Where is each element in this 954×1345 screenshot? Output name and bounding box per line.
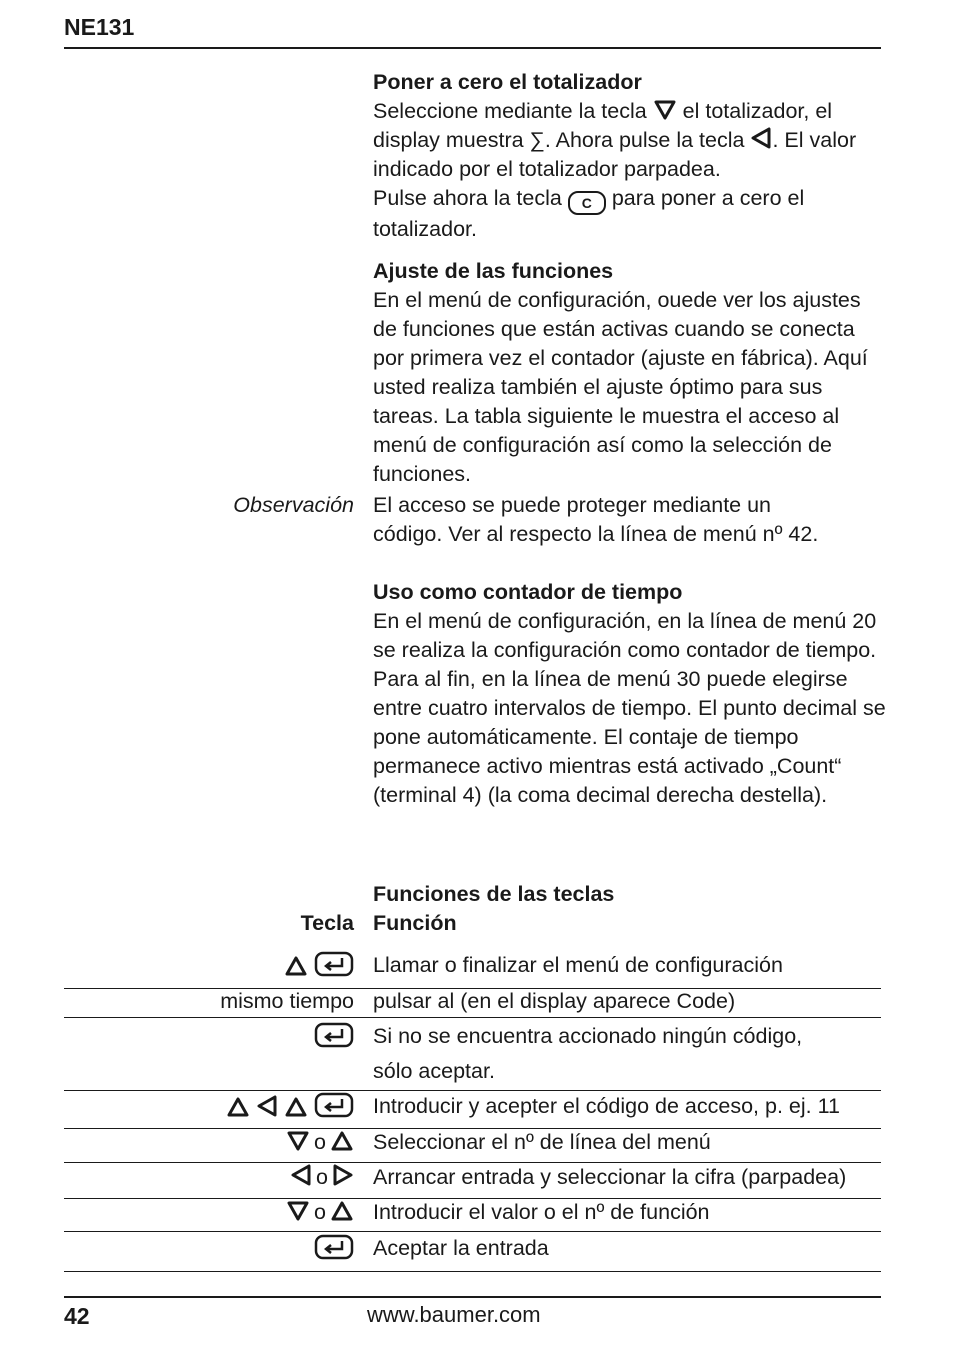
row-5-function: Seleccionar el nº de línea del menú: [373, 1130, 711, 1154]
reset-body: [373, 97, 888, 244]
row-5-keys: [286, 1128, 354, 1157]
reset-text-3: display muestra ∑. Ahora pulse la tecla: [373, 128, 745, 152]
section-functions: [373, 257, 888, 489]
row-7-function: Introducir el valor o el nº de función: [373, 1200, 710, 1224]
clear-key-icon: C: [568, 191, 606, 215]
enter-key-icon: [314, 1092, 354, 1118]
reset-text-5: valor indicado por el totalizador parpadea.: [373, 128, 857, 181]
note-body: [373, 491, 888, 549]
row-7-keys: [286, 1198, 354, 1227]
header-rule: [64, 47, 881, 49]
reset-heading: Poner a cero el totalizador: [373, 70, 642, 94]
or-text: o: [314, 1130, 326, 1154]
footer-url: www.baumer.com: [367, 1302, 541, 1327]
left-arrow-icon: [256, 1094, 278, 1118]
table-divider: [64, 1090, 881, 1091]
row-3-function-cont: sólo aceptar.: [373, 1059, 495, 1083]
up-arrow-icon: [330, 1130, 354, 1152]
reset-text-8: totalizador.: [373, 217, 477, 241]
reset-text-2: el totalizador, el: [682, 99, 833, 123]
row-2-keys: mismo tiempo: [220, 989, 354, 1013]
row-3-keys: [314, 1022, 354, 1053]
row-6-keys: [290, 1163, 354, 1192]
down-arrow-icon: [286, 1130, 310, 1152]
up-arrow-icon: [226, 1096, 250, 1118]
or-text: o: [314, 1200, 326, 1224]
timer-body: En el menú de configuración, en la línea de menú 20 se realiza la configuración como contador de tiempo. Para al fin, en la línea de menú 30 puede elegirse entre cuatro intervalos de tiempo. El punto decimal se pone automáticamente. El contaje de tiempo permanece activo mientras está activado „Count“ (terminal 4) (la coma decimal derecha destella).: [373, 609, 886, 807]
reset-text-1: Seleccione mediante la tecla: [373, 99, 647, 123]
reset-text-4: . El: [772, 128, 804, 152]
keys-table-title: Funciones de las teclas: [373, 882, 615, 906]
row-8-keys: [314, 1234, 354, 1265]
table-divider: [64, 1271, 881, 1272]
left-arrow-icon: [290, 1163, 312, 1187]
enter-key-icon: [314, 1022, 354, 1048]
or-text: o: [316, 1165, 328, 1189]
row-2-function: pulsar al (en el display aparece Code): [373, 989, 736, 1013]
row-4-function: Introducir y acepter el código de acceso, p. ej. 11: [373, 1094, 840, 1118]
keys-col-key-header: Tecla: [300, 911, 354, 935]
timer-heading: Uso como contador de tiempo: [373, 580, 683, 604]
enter-key-icon: [314, 951, 354, 977]
document-title: NE131: [64, 14, 135, 40]
left-arrow-icon: [750, 126, 772, 150]
row-1-function: Llamar o finalizar el menú de configuración: [373, 953, 783, 977]
page-number: 42: [64, 1303, 90, 1329]
note-label: Observación: [233, 493, 354, 517]
up-arrow-icon: [284, 955, 308, 977]
right-arrow-icon: [332, 1163, 354, 1187]
section-timer: [373, 578, 888, 810]
functions-heading: Ajuste de las funciones: [373, 259, 614, 283]
up-arrow-icon: [284, 1096, 308, 1118]
footer-rule: [64, 1296, 881, 1298]
section-reset: [373, 68, 888, 244]
table-divider: [64, 1017, 881, 1018]
up-arrow-icon: [330, 1200, 354, 1222]
note-line-1: El acceso se puede proteger mediante un: [373, 493, 772, 517]
row-3-function: Si no se encuentra accionado ningún código,: [373, 1024, 803, 1048]
reset-text-7: para poner a cero el: [611, 186, 805, 210]
table-divider: [64, 1231, 881, 1232]
note-line-2: código. Ver al respecto la línea de menú nº 42.: [373, 522, 819, 546]
down-arrow-icon: [286, 1200, 310, 1222]
reset-text-6: Pulse ahora la tecla: [373, 186, 562, 210]
functions-body: En el menú de configuración, ouede ver los ajustes de funciones que están activas cuando se conecta por primera vez el contador (ajuste en fábrica). Aquí usted realiza también el ajuste óptimo para sus tareas. La tabla siguiente le muestra el acceso al menú de configuración así como la selección de funciones.: [373, 288, 868, 486]
row-4-keys: [226, 1092, 354, 1123]
row-8-function: Aceptar la entrada: [373, 1236, 549, 1260]
row-1-keys: [284, 951, 354, 982]
keys-col-function-header: Función: [373, 911, 457, 935]
down-arrow-icon: [653, 99, 677, 121]
row-6-function: Arrancar entrada y seleccionar la cifra (parpadea): [373, 1165, 847, 1189]
enter-key-icon: [314, 1234, 354, 1260]
